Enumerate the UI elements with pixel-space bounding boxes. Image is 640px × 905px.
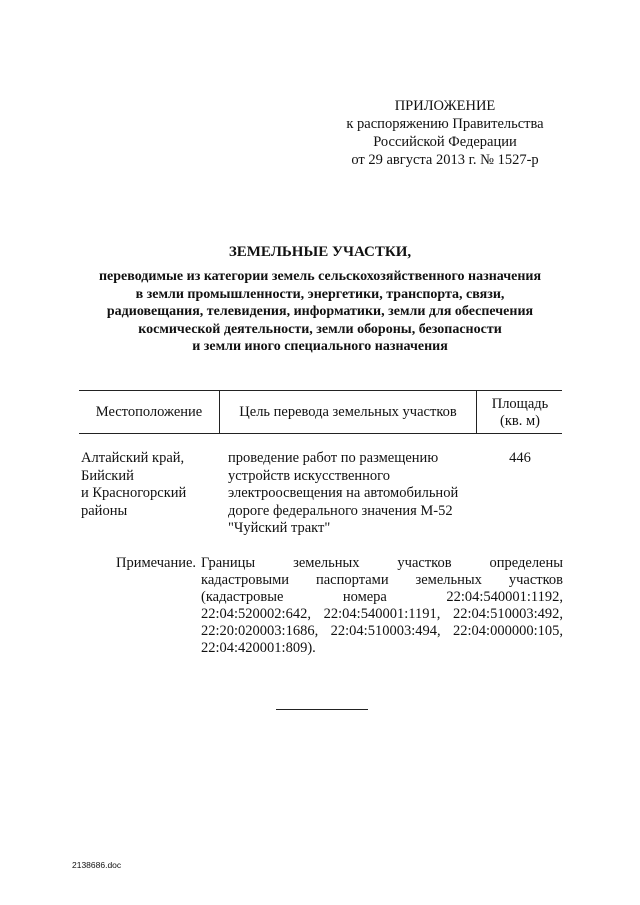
note-body	[201, 555, 563, 657]
subtitle-line: в земли промышленности, энергетики, транспорта, связи,	[135, 286, 505, 302]
purpose-line: проведение работ по размещению	[228, 450, 439, 466]
subtitle-line: и земли иного специального назначения	[192, 339, 448, 354]
table-top-rule	[79, 390, 562, 391]
appendix-header	[330, 97, 560, 169]
table-header-divider	[219, 390, 220, 433]
table-cell-purpose	[228, 450, 458, 538]
table-header-area-line: Площадь	[491, 396, 549, 412]
purpose-line: дороге федерального значения М-52	[228, 502, 453, 519]
end-of-document-rule	[276, 709, 368, 710]
appendix-title: ПРИЛОЖЕНИЕ	[394, 98, 496, 114]
note-line: 22:04:420001:809).	[201, 640, 316, 656]
table-cell-area: 446	[509, 450, 531, 466]
note-line: (кадастровые номера 22:04:540001:1192,	[201, 589, 563, 605]
purpose-line: устройств искусственного	[228, 467, 390, 484]
location-line: Бийский	[81, 467, 134, 484]
subtitle-line: космической деятельности, земли обороны, безопасности	[138, 321, 502, 337]
note-line: Границы земельных участков определены	[201, 555, 563, 571]
note-label: Примечание.	[116, 555, 197, 571]
appendix-line-1: к распоряжению Правительства	[346, 116, 544, 132]
location-line: районы	[81, 502, 128, 519]
table-header-divider	[476, 390, 477, 433]
appendix-line-2: Российской Федерации	[373, 134, 517, 150]
document-subtitle	[60, 268, 580, 356]
table-cell-location	[81, 450, 186, 520]
appendix-line-3: от 29 августа 2013 г. № 1527-р	[351, 152, 539, 168]
table-header-area-line: (кв. м)	[500, 413, 540, 429]
footer-filename: 2138686.doc	[72, 860, 122, 870]
table-header-area	[480, 396, 560, 430]
document-title: ЗЕМЕЛЬНЫЕ УЧАСТКИ,	[228, 244, 412, 260]
location-line: Алтайский край,	[81, 450, 185, 466]
purpose-line: электроосвещения на автомобильной	[228, 485, 459, 501]
subtitle-line: переводимые из категории земель сельскохозяйственного назначения	[98, 269, 542, 284]
subtitle-line: радиовещания, телевидения, информатики, земли для обеспечения	[106, 304, 534, 319]
table-header-location: Местоположение	[95, 404, 203, 420]
location-line: и Красногорский	[81, 485, 187, 501]
note-line: 22:20:020003:1686, 22:04:510003:494, 22:04:000000:105,	[201, 623, 563, 639]
table-header-purpose: Цель перевода земельных участков	[239, 404, 457, 420]
note-line: 22:04:520002:642, 22:04:540001:1191, 22:04:510003:492,	[201, 606, 563, 622]
table-header-bottom-rule	[79, 433, 562, 434]
note-line: кадастровыми паспортами земельных участков	[201, 572, 563, 588]
purpose-line: "Чуйский тракт"	[228, 520, 331, 536]
